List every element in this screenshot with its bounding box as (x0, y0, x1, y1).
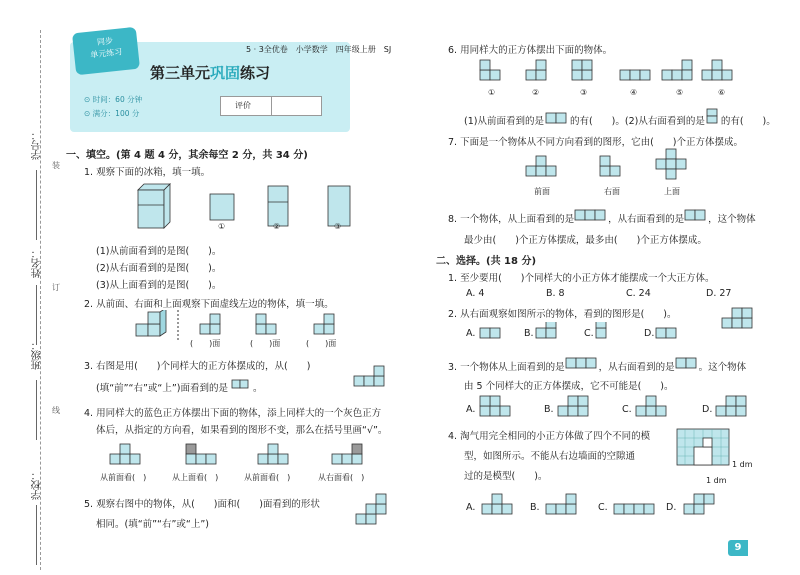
wall-with-gap (676, 428, 736, 474)
q8-top-shape (574, 208, 608, 222)
question-7: 7. 下面是一个物体从不同方向看到的图形，它由( )个正方体摆成。 (448, 137, 743, 148)
view-direction-blank[interactable]: ( )面 (306, 339, 337, 348)
fig-label: ⑤ (676, 88, 684, 97)
choice-3-opt-b[interactable]: B. (544, 404, 554, 415)
q6-subquestions (464, 108, 776, 127)
q6-solid-1 (480, 60, 500, 80)
question-4-line2: 体后，从指定的方向看，如果看到的图形不变，那么在括号里画“√”。 (96, 425, 388, 436)
view-label: 右面 (604, 187, 620, 196)
score-label: 评价 (235, 101, 251, 110)
fig-label: ③ (580, 88, 588, 97)
fig-label: ① (488, 88, 496, 97)
title-prefix: 第三单元 (149, 64, 210, 82)
dimension-label: 1 dm (706, 476, 727, 485)
name-field[interactable] (36, 285, 37, 345)
choice-1-opt-b[interactable]: B. 8 (546, 288, 565, 299)
q5-solid (352, 490, 392, 530)
fridge-figures (130, 180, 370, 240)
choice-4-opt-d[interactable]: D. (666, 502, 677, 513)
question-8-line2: 最少由( )个正方体摆成，最多由( )个正方体摆成。 (464, 235, 707, 246)
q4-figures (100, 440, 380, 470)
q6-figures (478, 58, 748, 88)
q3-shape (231, 378, 251, 392)
full-score-text: 满分：100 分 (92, 109, 140, 118)
choice-3-opt-a[interactable]: A. (466, 404, 476, 415)
choice-4-opt-c[interactable]: C. (598, 502, 608, 513)
q6-solid-5 (662, 60, 692, 80)
section-choice: 二、选择。(共 18 分) (436, 256, 537, 267)
choice-1-opt-a[interactable]: A. 4 (466, 288, 485, 299)
section-fill-blank: 一、填空。(第 4 题 4 分，其余每空 2 分，共 34 分) (66, 150, 308, 161)
q2-view-2 (256, 314, 276, 334)
q4-solid-4 (332, 444, 362, 464)
question-8 (448, 208, 756, 225)
q6-solid-3 (572, 60, 592, 80)
q7-views (520, 148, 700, 184)
c3-right-shape (675, 356, 699, 370)
q8-c: ，这个物体 (708, 214, 756, 225)
c3-option-a-solid (480, 396, 510, 416)
check-blank[interactable]: 从前面看( ) (244, 473, 291, 482)
choice-3-opt-c[interactable]: C. (622, 404, 632, 415)
binding-mark: 订 (52, 283, 60, 292)
c3-b: ，从右面看到的是 (598, 362, 675, 373)
choice-3-opt-d[interactable]: D. (702, 404, 713, 415)
question-3-line2 (96, 380, 228, 394)
fig-label: ② (273, 222, 281, 231)
question-6: 6. 用同样大的正方体摆出下面的物体。 (448, 45, 613, 56)
dimension-label: 1 dm (732, 460, 753, 469)
question-2: 2. 从前面、右面和上面观察下面虚线左边的物体，填一填。 (84, 299, 334, 310)
check-blank[interactable]: 从前面看( ) (100, 473, 147, 482)
title-suffix: 练习 (240, 64, 271, 82)
choice-3-options (478, 394, 758, 418)
choice-3-line2: 由 5 个同样大的正方体摆成，它不可能是( )。 (464, 381, 674, 392)
c3-option-c-solid (636, 396, 666, 416)
title-highlight: 巩固 (209, 64, 240, 82)
q6-a: (1)从前面看到的是 (464, 116, 544, 127)
question-5: 5. 观察右图中的物体，从( )面和( )面看到的形状 (84, 499, 320, 510)
q3-end: 。 (253, 383, 263, 394)
fridge-3d (138, 184, 170, 228)
c4-model-b (546, 494, 576, 514)
view-label: 前面 (534, 187, 550, 196)
q8-a: 8. 一个物体，从上面看到的是 (448, 214, 575, 225)
choice-2-solid (718, 302, 758, 332)
fig-label: ④ (630, 88, 638, 97)
binding-mark: 装 (52, 161, 60, 170)
q8-b: ，从右面看到的是 (608, 214, 685, 225)
choice-2-opt-b[interactable]: B. (524, 328, 534, 339)
school-label: 学校： (32, 470, 43, 500)
q7-top-view (656, 149, 686, 179)
choice-2-opt-c[interactable]: C. (584, 328, 594, 339)
c2-option-a-shape (480, 328, 500, 338)
c3-c: 。这个物体 (698, 362, 747, 373)
q3-solid (350, 358, 390, 392)
q1-a: (1)从前面看到的是图( )。 (96, 246, 222, 257)
view-label: 上面 (664, 187, 680, 196)
choice-2: 2. 从右面观察如图所示的物体，看到的图形是( )。 (448, 309, 677, 320)
check-blank[interactable]: 从右面看( ) (318, 473, 365, 482)
full-score: ⊙ 满分：100 分 (84, 109, 140, 118)
student-id-label: 学号： (32, 130, 43, 160)
choice-1-opt-c[interactable]: C. 24 (626, 288, 651, 299)
class-field[interactable] (36, 380, 37, 440)
question-3: 3. 右图是用( )个同样大的正方体摆成的，从( ) (84, 361, 311, 372)
q6-solid-6 (702, 60, 732, 80)
name-label: 姓名： (32, 248, 43, 278)
c3-option-d-solid (716, 396, 746, 416)
c4-model-c (614, 504, 654, 514)
q6-shape-front (544, 112, 570, 124)
c3-option-b-solid (558, 396, 588, 416)
choice-1-opt-d[interactable]: D. 27 (706, 288, 732, 299)
choice-4-models (480, 490, 740, 520)
q4-solid-1 (110, 444, 140, 464)
q2-view-3 (314, 314, 334, 334)
q6-c: 的有( )。 (720, 116, 776, 127)
c3-top-shape (565, 356, 599, 370)
choice-1: 1. 至少要用( )个同样大的小正方体才能摆成一个大正方体。 (448, 273, 715, 284)
q2-view-1 (200, 314, 220, 334)
badge-line: 单元练习 (89, 47, 123, 60)
fig-label: ② (532, 88, 540, 97)
choice-4-opt-b[interactable]: B. (530, 502, 540, 513)
school-field[interactable] (36, 505, 37, 565)
question-5-line2: 相同。(填“前”“右”或“上”) (96, 519, 209, 530)
view-direction-blank[interactable]: ( )面 (250, 339, 281, 348)
q7-front-view (526, 156, 556, 176)
student-id-field[interactable] (36, 170, 37, 240)
choice-4: 4. 淘气用完全相同的小正方体做了四个不同的模 (448, 431, 651, 442)
q1-c: (3)从上面看到的是图( )。 (96, 280, 222, 291)
c2-option-b-shape (536, 322, 556, 338)
choice-4-line3: 过的是模型( )。 (464, 471, 548, 482)
c4-model-d (684, 494, 714, 514)
choice-2-opt-a[interactable]: A. (466, 328, 476, 339)
c2-option-d-shape (656, 328, 676, 338)
score-divider (271, 97, 272, 115)
badge-line: 同步 (96, 36, 114, 47)
q2-solid (136, 310, 166, 336)
c4-model-a (482, 494, 512, 514)
page-title (70, 62, 350, 83)
q4-solid-2 (186, 444, 216, 464)
q7-right-view (600, 156, 620, 176)
time-limit: ⊙ 时间：60 分钟 (84, 95, 143, 104)
choice-4-opt-a[interactable]: A. (466, 502, 476, 513)
score-box[interactable] (220, 96, 322, 116)
choice-4-line2: 型，如图所示。不能从右边墙面的空隙通 (464, 451, 636, 462)
q6-b: 的有( )。(2)从右面看到的是 (569, 116, 705, 127)
fig-label: ③ (334, 222, 342, 231)
fig-label: ⑥ (718, 88, 726, 97)
q4-solid-3 (258, 444, 288, 464)
q3-text: (填“前”“右”或“上”)面看到的是 (96, 383, 228, 394)
q1-b: (2)从右面看到的是图( )。 (96, 263, 222, 274)
fridge-view-2 (268, 186, 288, 226)
check-blank[interactable]: 从上面看( ) (172, 473, 219, 482)
c3-a: 3. 一个物体从上面看到的是 (448, 362, 565, 373)
q6-solid-4 (620, 70, 650, 80)
c2-option-c-shape (596, 322, 606, 338)
fridge-view-3 (328, 186, 350, 226)
choice-3 (448, 356, 746, 373)
view-direction-blank[interactable]: ( )面 (190, 339, 221, 348)
binding-mark: 线 (52, 406, 60, 415)
fig-label: ① (218, 222, 226, 231)
page-number: 9 (728, 540, 748, 556)
choice-2-options (478, 322, 678, 342)
fridge-view-1 (210, 194, 234, 220)
book-meta: 5 · 3全优卷 小学数学 四年级上册 SJ (246, 45, 392, 54)
time-text: 时间：60 分钟 (92, 95, 143, 104)
question-1: 1. 观察下面的冰箱，填一填。 (84, 167, 211, 178)
choice-2-opt-d[interactable]: D. (644, 328, 655, 339)
q8-right-shape (684, 208, 708, 222)
class-label: 班级： (32, 340, 43, 370)
q6-shape-right (705, 108, 721, 124)
question-4: 4. 用同样大的蓝色正方体摆出下面的物体，添上同样大的一个灰色正方 (84, 408, 382, 419)
q6-solid-2 (526, 60, 546, 80)
